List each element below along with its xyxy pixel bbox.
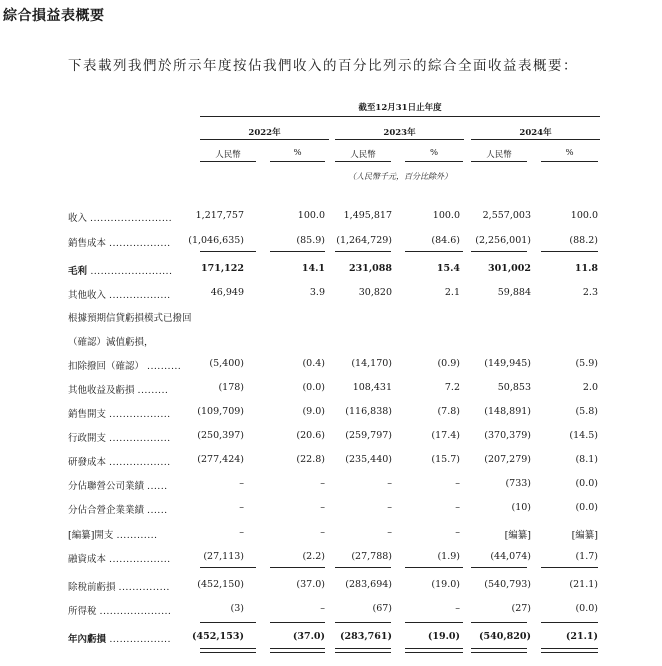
- table-cell: (733): [505, 478, 531, 489]
- leader-dots: ......: [147, 505, 168, 516]
- table-cell: 59,884: [497, 287, 531, 298]
- subtotal-rule: [405, 567, 463, 568]
- table-cell: (283,761): [340, 631, 392, 642]
- table-cell: (27,113): [203, 551, 244, 562]
- table-cell: (37.0): [296, 579, 325, 590]
- table-cell: (370,379): [484, 430, 531, 441]
- leader-dots: ..................: [109, 238, 171, 249]
- table-cell: 2,557,003: [482, 210, 531, 221]
- table-cell: 14.1: [301, 263, 325, 274]
- table-cell: –: [320, 478, 325, 489]
- subtotal-rule: [270, 251, 325, 252]
- currency-rule: [471, 161, 527, 162]
- leader-dots: ..................: [109, 409, 171, 420]
- table-cell: (116,838): [345, 406, 392, 417]
- row-label: 銷售成本 ..................: [68, 238, 171, 249]
- table-cell: (5.8): [575, 406, 598, 417]
- table-cell: [編纂]: [504, 530, 531, 541]
- table-cell: (19.0): [427, 631, 460, 642]
- year-header: 2023年: [383, 128, 416, 138]
- total-double-rule: [541, 648, 598, 653]
- table-cell: (21.1): [565, 631, 598, 642]
- table-cell: 46,949: [210, 287, 244, 298]
- table-cell: 100.0: [432, 210, 460, 221]
- leader-dots: ..........: [147, 361, 182, 372]
- percent-rule: [541, 161, 598, 162]
- table-cell: 50,853: [497, 382, 531, 393]
- row-label: 收入 ........................: [68, 213, 173, 224]
- percent-header: %: [565, 148, 574, 158]
- table-cell: (5,400): [209, 358, 244, 369]
- table-cell: –: [387, 527, 392, 538]
- subtotal-rule: [200, 251, 256, 252]
- table-cell: 108,431: [352, 382, 392, 393]
- subtotal-rule: [471, 622, 527, 623]
- table-cell: 2.1: [444, 287, 460, 298]
- currency-rule: [200, 161, 256, 162]
- table-cell: (109,709): [197, 406, 244, 417]
- caption-rule: [200, 116, 600, 117]
- leader-dots: ..................: [109, 290, 171, 301]
- leader-dots: .........: [137, 385, 169, 396]
- leader-dots: ............: [116, 530, 158, 541]
- row-label-line: 根據預期信貸虧損模式已撥回: [68, 313, 192, 324]
- table-cell: –: [455, 502, 460, 513]
- row-label: [編纂]開支 ............: [68, 530, 158, 541]
- subtotal-rule: [471, 251, 527, 252]
- leader-dots: .....................: [99, 606, 172, 617]
- total-double-rule: [270, 648, 325, 653]
- table-cell: (88.2): [569, 235, 598, 246]
- table-cell: –: [320, 527, 325, 538]
- table-cell: (540,793): [484, 579, 531, 590]
- table-cell: (0.4): [302, 358, 325, 369]
- subtotal-rule: [200, 622, 256, 623]
- table-cell: (2.2): [302, 551, 325, 562]
- table-cell: (19.0): [431, 579, 460, 590]
- percent-header: %: [429, 148, 439, 158]
- currency-rule: [335, 161, 391, 162]
- table-cell: (1.7): [575, 551, 598, 562]
- table-cell: 100.0: [570, 210, 598, 221]
- table-cell: (452,150): [197, 579, 244, 590]
- currency-header: 人民幣: [486, 150, 512, 160]
- table-cell: –: [239, 478, 244, 489]
- row-label: 其他收益及虧損 .........: [68, 385, 169, 396]
- total-double-rule: [471, 648, 527, 653]
- table-cell: (178): [218, 382, 244, 393]
- table-cell: (84.6): [431, 235, 460, 246]
- table-cell: 301,002: [488, 263, 531, 274]
- table-cell: –: [239, 527, 244, 538]
- table-cell: –: [387, 478, 392, 489]
- intro-paragraph: 下表載列我們於所示年度按佔我們收入的百分比列示的綜合全面收益表概要：: [68, 58, 578, 74]
- leader-dots: ...............: [118, 582, 170, 593]
- row-label: 研發成本 ..................: [68, 457, 171, 468]
- total-double-rule: [405, 648, 463, 653]
- row-label: 其他收入 ..................: [68, 290, 171, 301]
- table-cell: –: [387, 502, 392, 513]
- table-cell: 30,820: [358, 287, 392, 298]
- table-cell: (250,397): [197, 430, 244, 441]
- leader-dots: ..................: [109, 433, 171, 444]
- table-cell: (3): [230, 603, 244, 614]
- total-double-rule: [200, 648, 256, 653]
- subtotal-rule: [541, 622, 598, 623]
- percent-rule: [405, 161, 463, 162]
- row-label: 銷售開支 ..................: [68, 409, 171, 420]
- table-cell: [編纂]: [571, 530, 598, 541]
- row-label: 除稅前虧損 ...............: [68, 582, 170, 593]
- table-cell: 15.4: [436, 263, 460, 274]
- subtotal-rule: [541, 251, 598, 252]
- subtotal-rule: [270, 567, 325, 568]
- table-cell: (2,256,001): [475, 235, 531, 246]
- table-cell: (27): [511, 603, 531, 614]
- table-cell: (0.0): [575, 603, 598, 614]
- leader-dots: ........................: [90, 213, 173, 224]
- table-cell: (149,945): [484, 358, 531, 369]
- table-cell: –: [455, 478, 460, 489]
- currency-header: 人民幣: [215, 150, 241, 160]
- table-cell: 1,495,817: [343, 210, 392, 221]
- table-cell: 171,122: [201, 263, 244, 274]
- table-cell: (14,170): [351, 358, 392, 369]
- year-rule: [335, 139, 464, 140]
- subtotal-rule: [405, 622, 463, 623]
- table-cell: (9.0): [302, 406, 325, 417]
- table-cell: –: [455, 527, 460, 538]
- leader-dots: ..................: [109, 457, 171, 468]
- total-double-rule: [335, 648, 391, 653]
- year-header: 2022年: [248, 128, 281, 138]
- table-cell: (1,046,635): [188, 235, 244, 246]
- subtotal-rule: [200, 567, 256, 568]
- table-cell: 2.3: [582, 287, 598, 298]
- table-cell: (235,440): [345, 454, 392, 465]
- table-cell: (1.9): [437, 551, 460, 562]
- row-label-line: 扣除撥回（確認） ..........: [68, 361, 182, 372]
- table-cell: –: [455, 603, 460, 614]
- table-cell: (27,788): [351, 551, 392, 562]
- percent-rule: [270, 161, 325, 162]
- table-cell: (10): [511, 502, 531, 513]
- table-cell: (0.9): [437, 358, 460, 369]
- row-label: 分佔聯營公司業績 ......: [68, 481, 168, 492]
- table-cell: (21.1): [569, 579, 598, 590]
- table-cell: (452,153): [192, 631, 244, 642]
- table-cell: 2.0: [582, 382, 598, 393]
- table-cell: (44,074): [490, 551, 531, 562]
- table-cell: (8.1): [575, 454, 598, 465]
- table-cell: (22.8): [296, 454, 325, 465]
- table-cell: (85.9): [296, 235, 325, 246]
- currency-header: 人民幣: [350, 150, 376, 160]
- table-cell: (14.5): [569, 430, 598, 441]
- subtotal-rule: [471, 567, 527, 568]
- table-caption: 截至12月31日止年度: [358, 103, 442, 113]
- table-cell: 11.8: [574, 263, 598, 274]
- section-title: 綜合損益表概要: [3, 8, 105, 24]
- table-cell: (1,264,729): [336, 235, 392, 246]
- row-label: 毛利 ........................: [68, 266, 173, 277]
- year-rule: [200, 139, 329, 140]
- table-cell: –: [320, 603, 325, 614]
- table-cell: (5.9): [575, 358, 598, 369]
- subtotal-rule: [270, 622, 325, 623]
- row-label: 所得稅 .....................: [68, 606, 172, 617]
- table-cell: (67): [372, 603, 392, 614]
- leader-dots: ..................: [109, 634, 171, 645]
- table-cell: (17.4): [431, 430, 460, 441]
- year-header: 2024年: [519, 128, 552, 138]
- row-label-line: （確認）減值虧損，: [68, 337, 154, 348]
- table-cell: (148,891): [484, 406, 531, 417]
- table-cell: (540,820): [479, 631, 531, 642]
- row-label: 融資成本 ..................: [68, 554, 171, 565]
- percent-header: %: [293, 148, 302, 158]
- table-cell: (37.0): [292, 631, 325, 642]
- table-cell: (283,694): [345, 579, 392, 590]
- subtotal-rule: [541, 567, 598, 568]
- table-cell: (259,797): [345, 430, 392, 441]
- table-cell: –: [239, 502, 244, 513]
- table-cell: 100.0: [297, 210, 325, 221]
- table-cell: (277,424): [197, 454, 244, 465]
- row-label: 分佔合營企業業績 ......: [68, 505, 168, 516]
- subtotal-rule: [335, 567, 391, 568]
- table-cell: 3.9: [309, 287, 325, 298]
- table-cell: (0.0): [575, 478, 598, 489]
- table-cell: 1,217,757: [195, 210, 244, 221]
- row-label: 行政開支 ..................: [68, 433, 171, 444]
- leader-dots: ..................: [109, 554, 171, 565]
- table-cell: (0.0): [302, 382, 325, 393]
- subtotal-rule: [405, 251, 463, 252]
- year-rule: [471, 139, 600, 140]
- subtotal-rule: [335, 622, 391, 623]
- table-cell: (0.0): [575, 502, 598, 513]
- table-cell: 231,088: [349, 263, 392, 274]
- subtotal-rule: [335, 251, 391, 252]
- leader-dots: ........................: [90, 266, 173, 277]
- leader-dots: ......: [147, 481, 168, 492]
- row-label: 年內虧損 ..................: [68, 634, 171, 645]
- table-cell: (7.8): [437, 406, 460, 417]
- table-cell: (15.7): [431, 454, 460, 465]
- table-cell: (20.6): [296, 430, 325, 441]
- table-cell: 7.2: [444, 382, 460, 393]
- table-cell: –: [320, 502, 325, 513]
- unit-note: （人民幣千元，百分比除外）: [348, 172, 452, 181]
- table-cell: (207,279): [484, 454, 531, 465]
